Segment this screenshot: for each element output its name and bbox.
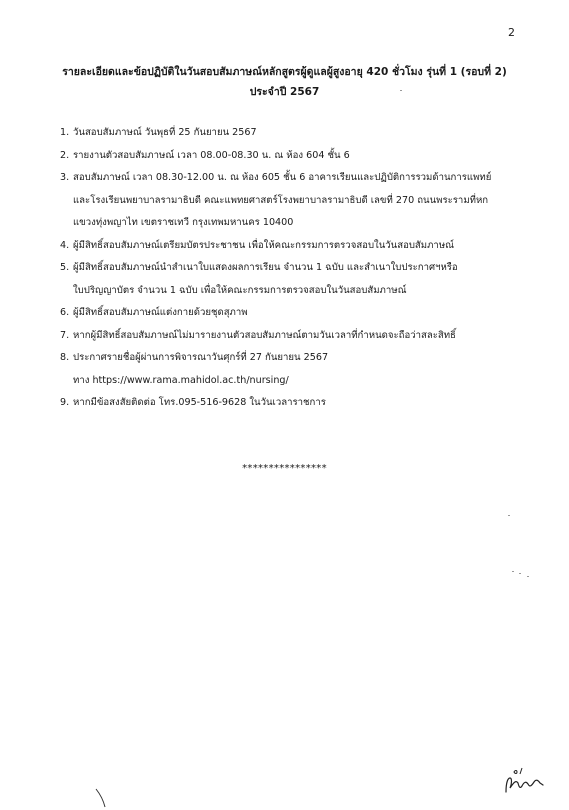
item-text: สอบสัมภาษณ์ เวลา 08.30-12.00 น. ณ ห้อง 605 ชั้น 6 อาคารเรียนและปฏิบัติการรวมด้านการแพทย์ <box>73 172 492 183</box>
separator-line: **************** <box>242 463 327 474</box>
item-text: หากผู้มีสิทธิ์สอบสัมภาษณ์ไม่มารายงานตัวสอบสัมภาษณ์ตามวันเวลาที่กำหนดจะถือว่าสละสิทธิ์ <box>73 329 456 341</box>
item-number: 2. <box>60 149 70 161</box>
item-number: 1. <box>60 127 70 138</box>
item-text: รายงานตัวสอบสัมภาษณ์ เวลา 08.00-08.30 น. ณ ห้อง 604 ชั้น 6 <box>73 149 350 161</box>
page-number: 2 <box>508 26 515 39</box>
pen-stroke-mark <box>94 788 108 808</box>
item-text: ประกาศรายชื่อผู้ผ่านการพิจารณาวันศุกร์ที่ 27 กันยายน 2567 <box>73 352 329 363</box>
list-item-7 <box>60 325 520 348</box>
title-line-1: รายละเอียดและข้อปฏิบัติในวันสอบสัมภาษณ์หลักสูตรผู้ดูแลผู้สูงอายุ 420 ชั่วโมง รุ่นที่ 1 (รอบที่ 2) <box>62 66 507 78</box>
scan-speck <box>512 571 514 572</box>
scan-speck <box>519 573 521 574</box>
item-text: แขวงทุ่งพญาไท เขตราชเทวี กรุงเทพมหานคร 10400 <box>73 217 294 228</box>
item-url: ทาง https://www.rama.mahidol.ac.th/nursing/ <box>73 374 289 386</box>
item-number: 5. <box>60 262 70 273</box>
item-number: 3. <box>60 172 70 183</box>
item-text: และโรงเรียนพยาบาลรามาธิบดี คณะแพทยศาสตร์โรงพยาบาลรามาธิบดี เลขที่ 270 ถนนพระรามที่หก <box>73 194 489 206</box>
list-item-8 <box>60 347 520 392</box>
list-item-1 <box>60 122 520 145</box>
item-number: 9. <box>60 397 70 408</box>
item-text: ผู้มีสิทธิ์สอบสัมภาษณ์นำสำเนาใบแสดงผลการเรียน จำนวน 1 ฉบับ และสำเนาใบประกาศฯหรือ <box>73 262 458 273</box>
scan-speck <box>400 90 402 91</box>
item-text: วันสอบสัมภาษณ์ วันพุธที่ 25 กันยายน 2567 <box>73 127 257 138</box>
item-number: 7. <box>60 329 70 341</box>
item-number: 8. <box>60 352 70 363</box>
handwritten-initials <box>500 762 546 796</box>
list-item-3 <box>60 167 520 235</box>
item-text: ผู้มีสิทธิ์สอบสัมภาษณ์เตรียมบัตรประชาชน เพื่อให้คณะกรรมการตรวจสอบในวันสอบสัมภาษณ์ <box>73 239 455 251</box>
item-text: ใบปริญญาบัตร จำนวน 1 ฉบับ เพื่อให้คณะกรรมการตรวจสอบในวันสอบสัมภาษณ์ <box>73 284 407 296</box>
scan-speck <box>508 515 510 516</box>
list-item-6 <box>60 302 520 325</box>
list-item-2 <box>60 145 520 168</box>
document-title <box>20 62 549 102</box>
list-item-5 <box>60 257 520 302</box>
item-text: ผู้มีสิทธิ์สอบสัมภาษณ์แต่งกายด้วยชุดสุภาพ <box>73 307 248 318</box>
item-text: หากมีข้อสงสัยติดต่อ โทร.095-516-9628 ในวันเวลาราชการ <box>73 397 326 408</box>
instruction-list <box>60 122 520 415</box>
item-number: 4. <box>60 239 70 251</box>
list-item-9 <box>60 392 520 415</box>
scan-speck <box>527 576 529 577</box>
list-item-4 <box>60 235 520 258</box>
item-number: 6. <box>60 307 70 318</box>
title-line-2: ประจำปี 2567 <box>249 86 320 98</box>
